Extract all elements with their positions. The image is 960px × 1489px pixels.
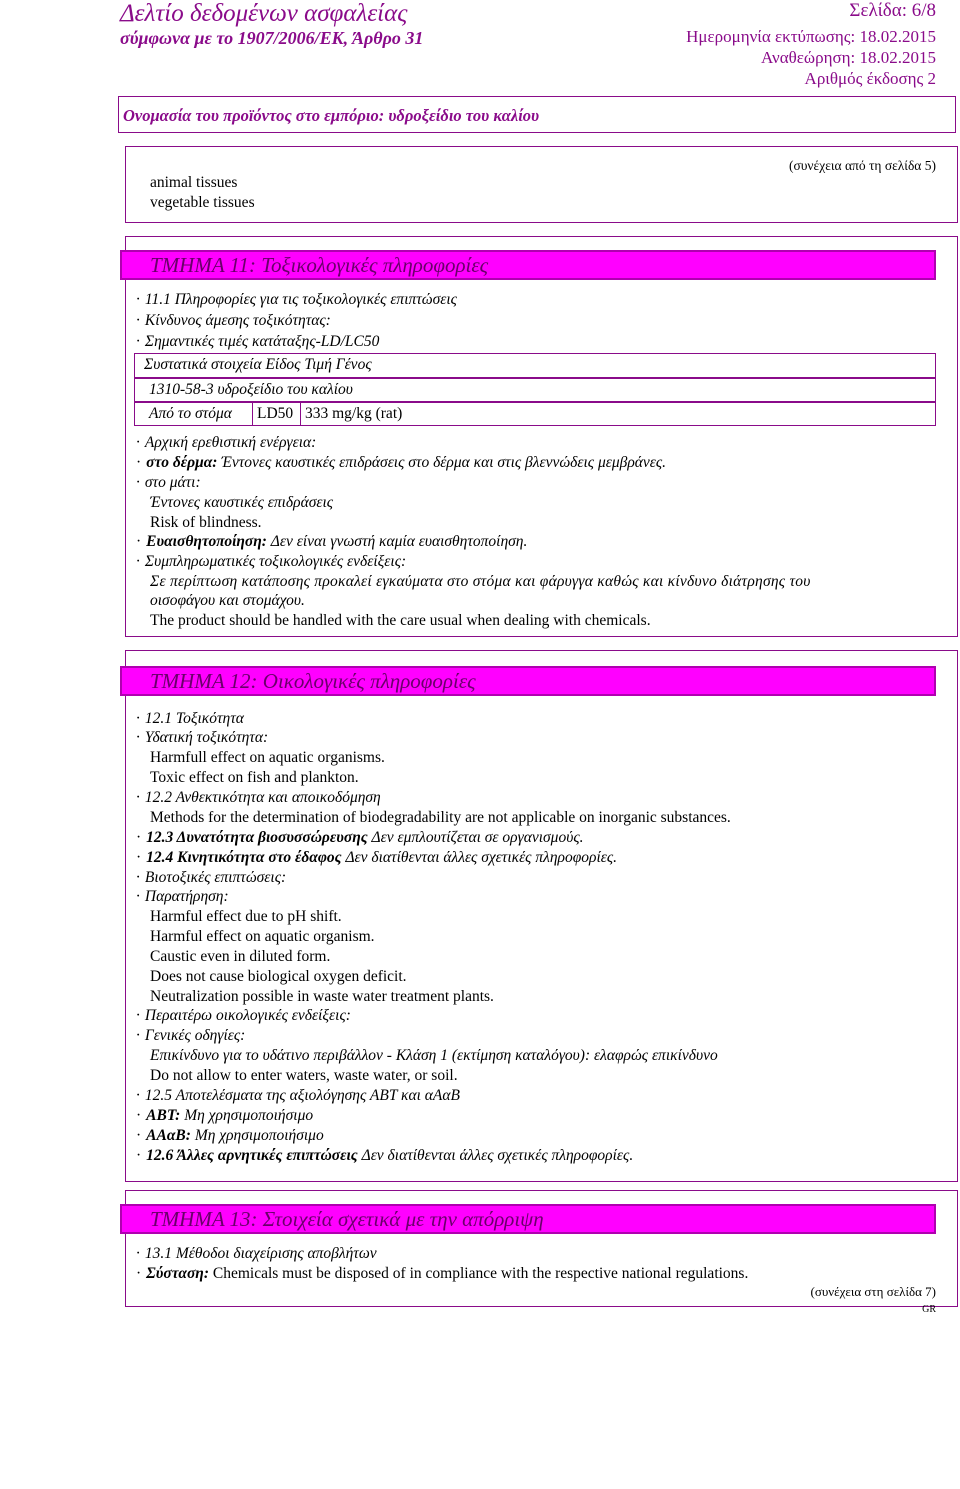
language-code: GR [922,1304,936,1315]
tox-type: LD50 [252,403,300,425]
s12-heading-4-text: Δεν διατίθενται άλλες σχετικές πληροφορίες. [345,849,618,866]
aaab-label: ΑΑαΒ: [146,1127,191,1144]
s13-recommendation [136,1265,748,1283]
s12-bio-label: · Βιοτοξικές επιπτώσεις: [136,869,286,887]
tox-table-substance [134,378,936,402]
s12-heading-4: 12.4 Κινητικότητα στο έδαφος [146,849,342,866]
product-name: Ονομασία του προϊόντος στο εμπόριο: υδροξείδιο του καλίου [123,106,540,125]
skin-label: στο δέρμα: [146,454,218,471]
continued-to: (συνέχεια στη σελίδα 7) [810,1284,936,1299]
s12-heading-3-line [136,829,584,847]
tox-table-header [134,353,936,378]
eye-text-2: Risk of blindness. [150,514,262,531]
continued-from: (συνέχεια από τη σελίδα 5) [788,158,936,173]
s12-general-2: Do not allow to enter waters, waste water, or soil. [150,1067,458,1084]
abt-text: Μη χρησιμοποιήσιμο [184,1107,314,1124]
document-title: Δελτίο δεδομένων ασφαλείας [120,0,408,27]
s12-heading-2: · 12.2 Ανθεκτικότητα και αποικοδόμηση [136,789,381,807]
section11-title: ΤΜΗΜΑ 11: Τοξικολογικές πληροφορίες [120,250,936,280]
s13-heading-1: · 13.1 Μέθοδοι διαχείρισης αποβλήτων [136,1245,377,1263]
s11-irritation: · Αρχική ερεθιστική ενέργεια: [136,434,316,452]
tox-route: Από το στόμα [149,405,232,422]
eye-label: · στο μάτι: [136,474,201,492]
s12-heading-6: 12.6 Άλλες αρνητικές επιπτώσεις [146,1147,358,1164]
s12-heading-4-line [136,849,617,867]
sens-label: Ευαισθητοποίηση: [146,533,267,550]
s12-aquatic-label: · Υδατική τοξικότητα: [136,729,268,747]
tox-substance: 1310-58-3 υδροξείδιο του καλίου [149,381,353,398]
s11-acute: · Κίνδυνος άμεσης τοξικότητας: [136,312,331,330]
tox-value: 333 mg/kg (rat) [300,403,600,425]
s12-further-label: · Περαιτέρω οικολογικές ενδείξεις: [136,1007,351,1025]
s12-heading-3: 12.3 Δυνατότητα βιοσυσσώρευσης [146,829,368,846]
revision-date: Αναθεώρηση: 18.02.2015 [761,48,936,67]
s12-aaab-line [136,1127,324,1145]
s12-remark-5: Neutralization possible in waste water treatment plants. [150,988,494,1005]
version-number: Αριθμός έκδοσης 2 [804,69,936,88]
s12-heading-2-text: Methods for the determination of biodegradability are not applicable on inorganic substances. [150,809,731,826]
s12-heading-5: · 12.5 Αποτελέσματα της αξιολόγησης ΑΒΤ και αΑαΒ [136,1087,460,1105]
s11-additional-1: Σε περίπτωση κατάποσης προκαλεί εγκαύματα στο στόμα και φάρυγγα καθώς και κίνδυνο διάτρησης του [150,573,811,590]
s11-heading: · 11.1 Πληροφορίες για τις τοξικολογικές επιπτώσεις [136,291,457,309]
prev-line-2: vegetable tissues [150,194,255,211]
s12-heading-6-line [136,1147,633,1165]
s12-remark-1: Harmful effect due to pH shift. [150,908,342,925]
prev-line-1: animal tissues [150,174,238,191]
print-date: Ημερομηνία εκτύπωσης: 18.02.2015 [686,27,936,46]
page-number: Σελίδα: 6/8 [849,0,936,21]
aaab-text: Μη χρησιμοποιήσιμο [194,1127,324,1144]
s11-additional-label: · Συμπληρωματικές τοξικολογικές ενδείξεις: [136,553,406,571]
s12-remark-2: Harmful effect on aquatic organism. [150,928,375,945]
tox-table-row [134,402,936,426]
rec-label: Σύσταση: [146,1265,209,1282]
s12-heading-3-text: Δεν εμπλουτίζεται σε οργανισμούς. [371,829,584,846]
tox-table-header-text: Συστατικά στοιχεία Είδος Τιμή Γένος [144,356,372,373]
s12-heading-1: · 12.1 Τοξικότητα [136,710,244,728]
eye-text-1: Έντονες καυστικές επιδράσεις [150,494,334,511]
rec-text: Chemicals must be disposed of in compliance with the respective national regulations. [212,1265,749,1282]
document-subtitle: σύμφωνα με το 1907/2006/ΕΚ, Άρθρο 31 [120,28,424,48]
s12-general-label: · Γενικές οδηγίες: [136,1027,245,1045]
s11-ld-values: · Σημαντικές τιμές κατάταξης-LD/LC50 [136,333,379,351]
s11-additional-2: οισοφάγου και στομάχου. [150,592,305,609]
skin-text: Έντονες καυστικές επιδράσεις στο δέρμα και στις βλεννώδεις μεμβράνες. [221,454,667,471]
sens-text: Δεν είναι γνωστή καμία ευαισθητοποίηση. [270,533,528,550]
s12-aquatic-1: Harmfull effect on aquatic organisms. [150,749,385,766]
s12-remark-4: Does not cause biological oxygen deficit. [150,968,407,985]
s12-remark-3: Caustic even in diluted form. [150,948,331,965]
s11-skin [136,454,666,472]
section12-title: ΤΜΗΜΑ 12: Οικολογικές πληροφορίες [120,666,936,696]
s12-aquatic-2: Toxic effect on fish and plankton. [150,769,359,786]
s11-additional-3: The product should be handled with the care usual when dealing with chemicals. [150,612,651,629]
s12-remark-label: · Παρατήρηση: [136,888,229,906]
abt-label: ΑΒΤ: [146,1107,181,1124]
s11-sensitisation [136,533,527,551]
section13-title: ΤΜΗΜΑ 13: Στοιχεία σχετικά με την απόρριψη [120,1204,936,1234]
s12-heading-6-text: Δεν διατίθενται άλλες σχετικές πληροφορίες. [361,1147,634,1164]
s12-abt-line [136,1107,313,1125]
s12-general-1: Επικίνδυνο για το υδάτινο περιβάλλον - Κλάση 1 (εκτίμηση καταλόγου): ελαφρώς επικίνδυνο [150,1047,718,1064]
